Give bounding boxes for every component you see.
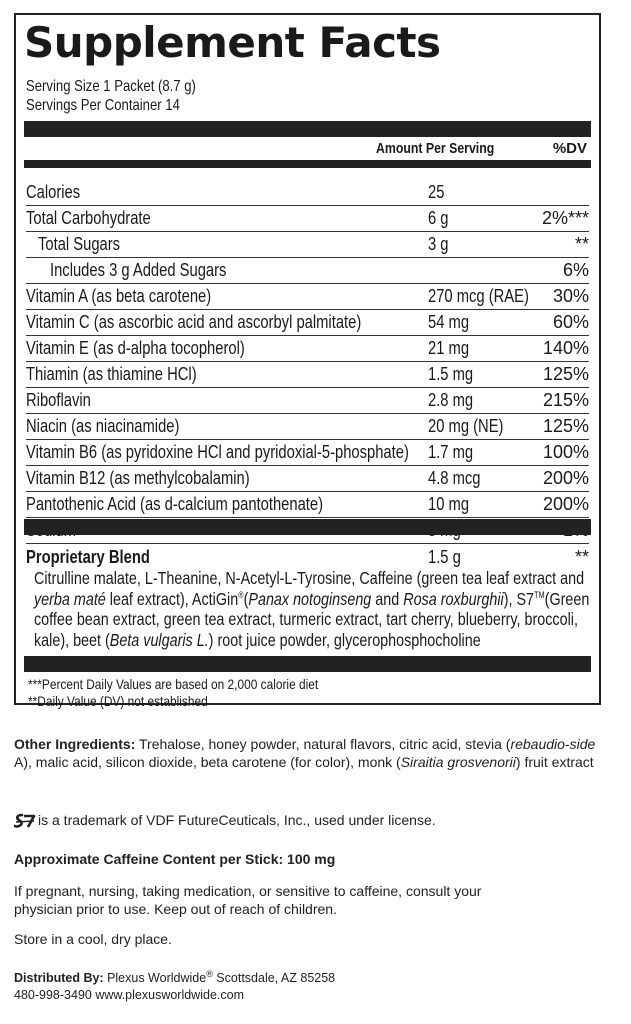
nutrient-table xyxy=(26,180,589,544)
medium-divider xyxy=(24,160,591,168)
nutrient-dv: 125% xyxy=(542,416,589,436)
nutrient-name: Total Carbohydrate xyxy=(26,208,151,228)
nutrient-name: Thiamin (as thiamine HCl) xyxy=(26,364,197,384)
nutrient-row xyxy=(26,206,589,232)
nutrient-row xyxy=(26,310,589,336)
dv-column-label: %DV xyxy=(552,140,587,157)
nutrient-amount: 20 mg (NE) xyxy=(428,416,504,436)
trademark-note xyxy=(14,811,614,829)
s7-logo-icon xyxy=(14,813,36,829)
thick-divider xyxy=(24,121,591,137)
serving-size: Serving Size 1 Packet (8.7 g) xyxy=(26,78,196,95)
nutrient-row xyxy=(26,336,589,362)
nutrient-name: Vitamin E (as d-alpha tocopherol) xyxy=(26,338,245,358)
nutrient-amount: 6 g xyxy=(428,208,449,228)
nutrient-row xyxy=(26,492,589,518)
nutrient-amount: 21 mg xyxy=(428,338,470,358)
nutrient-name: Riboflavin xyxy=(26,390,91,410)
nutrient-name: Total Sugars xyxy=(38,234,121,254)
nutrient-amount: 270 mcg (RAE) xyxy=(428,286,529,306)
nutrient-row xyxy=(26,180,589,206)
nutrient-name: Vitamin A (as beta carotene) xyxy=(26,286,212,306)
nutrient-dv: 200% xyxy=(542,468,589,488)
footnote-dv-basis: ***Percent Daily Values are based on 2,000 calorie diet xyxy=(28,676,319,692)
distributor-line: Distributed By: Plexus Worldwide® Scottsdale, AZ 85258 xyxy=(14,968,336,985)
nutrient-dv: 30% xyxy=(552,286,589,306)
footnote-dv-not-established: **Daily Value (DV) not established xyxy=(28,693,208,709)
nutrient-dv: 100% xyxy=(542,442,589,462)
nutrient-row xyxy=(26,414,589,440)
nutrient-amount: 3 g xyxy=(428,234,449,254)
thick-divider xyxy=(24,656,591,672)
nutrient-dv: 200% xyxy=(542,494,589,514)
nutrient-amount: 2.8 mg xyxy=(428,390,474,410)
nutrient-row xyxy=(26,232,589,258)
nutrient-dv: 140% xyxy=(542,338,589,358)
distributor-contact: 480-998-3490 www.plexusworldwide.com xyxy=(14,988,244,1002)
nutrient-amount: 1.7 mg xyxy=(428,442,474,462)
nutrient-dv: 6% xyxy=(562,260,589,280)
nutrient-amount: 10 mg xyxy=(428,494,470,514)
caffeine-content: Approximate Caffeine Content per Stick: 100 mg xyxy=(14,851,336,867)
nutrient-name: Includes 3 g Added Sugars xyxy=(50,260,227,280)
nutrient-dv: 215% xyxy=(542,390,589,410)
nutrient-row xyxy=(26,258,589,284)
nutrient-amount: 25 xyxy=(428,182,445,202)
blend-name: Proprietary Blend xyxy=(26,547,150,567)
nutrient-row xyxy=(26,388,589,414)
nutrient-amount: 54 mg xyxy=(428,312,470,332)
blend-ingredients: Citrulline malate, L-Theanine, N-Acetyl-L-Tyrosine, Caffeine (green tea leaf extract and yerba maté leaf extract), ActiGin®(Panax notoginseng and Rosa roxburghii), S7™(Green coffee bean extract, green tea extract, turmeric extract, tart cherry, blueberry, broccoli, kale), beet (Beta vulgaris L.) root juice powder, glycerophosphocholine xyxy=(34,568,590,650)
nutrient-name: Vitamin B6 (as pyridoxine HCl and pyridoxial-5-phosphate) xyxy=(26,442,409,462)
nutrient-row xyxy=(26,466,589,492)
blend-header xyxy=(26,546,589,568)
nutrient-amount: 1.5 mg xyxy=(428,364,474,384)
supplement-facts-panel xyxy=(14,13,601,709)
nutrient-dv: ** xyxy=(574,234,589,254)
distributor-info xyxy=(14,970,614,1004)
nutrient-name: Pantothenic Acid (as d-calcium pantothenate) xyxy=(26,494,324,514)
nutrient-name: Vitamin C (as ascorbic acid and ascorbyl palmitate) xyxy=(26,312,362,332)
warning-text: If pregnant, nursing, taking medication, or sensitive to caffeine, consult your physician prior to use. Keep out of reach of children. xyxy=(14,883,482,917)
blend-dv: ** xyxy=(574,547,589,567)
nutrient-name: Vitamin B12 (as methylcobalamin) xyxy=(26,468,250,488)
nutrient-name: Niacin (as niacinamide) xyxy=(26,416,180,436)
thick-divider xyxy=(24,519,591,535)
nutrient-dv: 60% xyxy=(552,312,589,332)
nutrient-dv: 125% xyxy=(542,364,589,384)
proprietary-blend xyxy=(26,546,589,650)
nutrient-row xyxy=(26,284,589,310)
storage-text: Store in a cool, dry place. xyxy=(14,931,172,947)
trademark-text: is a trademark of VDF FutureCeuticals, Inc., used under license. xyxy=(38,812,436,828)
nutrient-amount: 4.8 mcg xyxy=(428,468,481,488)
amount-column-label: Amount Per Serving xyxy=(376,140,495,157)
nutrient-row xyxy=(26,362,589,388)
nutrient-dv: 2%*** xyxy=(541,208,589,228)
servings-per-container: Servings Per Container 14 xyxy=(26,97,180,114)
panel-title: Supplement Facts xyxy=(24,18,441,67)
column-header xyxy=(26,139,589,159)
other-ingredients: Other Ingredients: Trehalose, honey powder, natural flavors, citric acid, stevia (rebaudio-side A), malic acid, silicon dioxide, beta carotene (for color), monk (Siraitia grosvenorii) fruit extract xyxy=(14,736,596,770)
nutrient-name: Calories xyxy=(26,182,81,202)
blend-amount: 1.5 g xyxy=(428,547,461,567)
nutrient-row xyxy=(26,440,589,466)
